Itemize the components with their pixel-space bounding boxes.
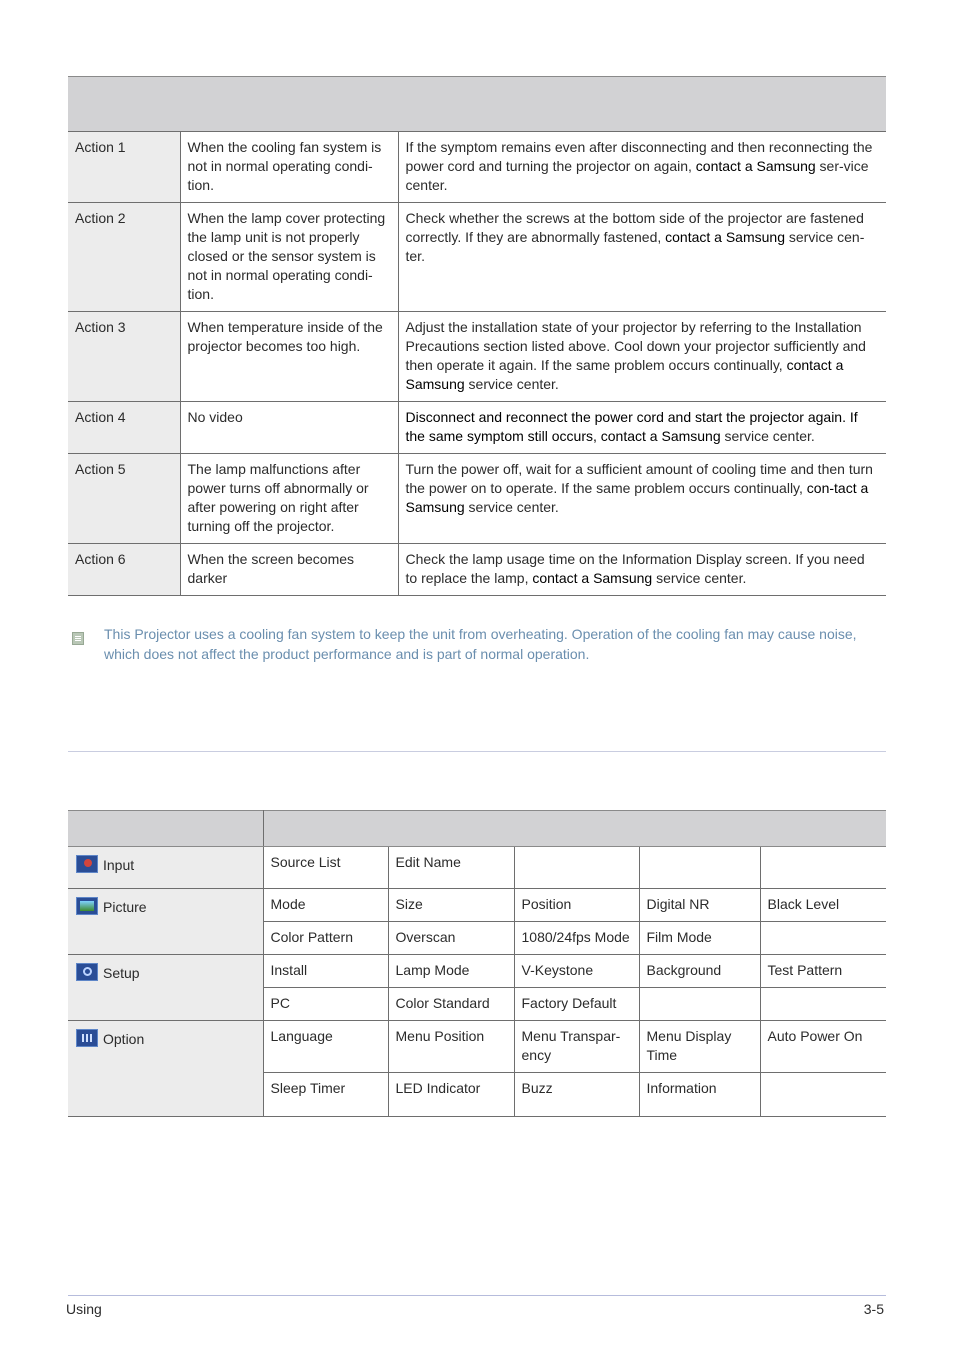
action-cell: Action 1 xyxy=(68,132,180,203)
table-header-row xyxy=(68,811,886,847)
page-number: 3-5 xyxy=(863,1301,884,1317)
table-row xyxy=(68,402,886,454)
solution-text: Turn the power off, wait for a sufficient amount of cooling time and then turn the power on to operate. If the same problem occurs continually, xyxy=(405,461,873,496)
table-cell: Sleep Timer xyxy=(263,1073,388,1117)
table-cell xyxy=(639,988,760,1021)
contact-samsung-text: contact a Samsung xyxy=(405,357,844,392)
troubleshooting-table xyxy=(68,76,886,596)
action-cell: Action 4 xyxy=(68,402,180,454)
table-row xyxy=(68,544,886,596)
table-cell xyxy=(514,847,639,889)
solution-text: service center. xyxy=(464,376,559,392)
solution-text: service center. xyxy=(652,570,747,586)
setup-icon xyxy=(76,963,98,981)
solution-cell xyxy=(398,312,886,402)
table-row xyxy=(68,889,886,922)
table-cell: Color Pattern xyxy=(263,922,388,955)
solution-cell xyxy=(398,132,886,203)
note-icon xyxy=(72,632,84,645)
table-cell xyxy=(760,847,886,889)
table-cell: Buzz xyxy=(514,1073,639,1117)
table-cell xyxy=(639,847,760,889)
solution-text: Check whether the screws at the bottom side of the projector are fastened correctly. If they are abnormally fastened, xyxy=(405,210,864,245)
table-row xyxy=(68,955,886,988)
table-cell: Position xyxy=(514,889,639,922)
contact-samsung-text: contact a Samsung xyxy=(665,229,785,245)
action-cell: Action 5 xyxy=(68,454,180,544)
table-cell: Mode xyxy=(263,889,388,922)
solution-text: service center. xyxy=(720,428,815,444)
menu-table xyxy=(68,810,886,1117)
table-cell: Black Level xyxy=(760,889,886,922)
option-icon xyxy=(76,1029,98,1047)
menu-label: Option xyxy=(103,1031,145,1047)
table-cell: Source List xyxy=(263,847,388,889)
table-cell: Overscan xyxy=(388,922,514,955)
contact-samsung-text: contact a Samsung xyxy=(532,570,653,586)
header-cell xyxy=(68,811,263,847)
table-cell xyxy=(760,988,886,1021)
condition-cell: When the lamp cover protecting the lamp unit is not properly closed or the sensor system is not in normal operating condi-tion. xyxy=(180,203,398,312)
table-cell: Lamp Mode xyxy=(388,955,514,988)
contact-samsung-text: con-tact a Samsung xyxy=(405,480,869,515)
menu-label: Picture xyxy=(103,899,147,915)
section-divider xyxy=(68,751,886,752)
table-row xyxy=(68,132,886,203)
table-cell: Digital NR xyxy=(639,889,760,922)
menu-label: Setup xyxy=(103,965,140,981)
solution-text: service cen-ter. xyxy=(405,229,865,264)
input-icon xyxy=(76,855,98,873)
table-cell: Menu Position xyxy=(388,1021,514,1073)
solution-text: If the symptom remains even after disconnecting and then reconnecting the power cord and turning the projector on again, xyxy=(405,139,873,174)
table-cell: Information xyxy=(639,1073,760,1117)
table-cell: Language xyxy=(263,1021,388,1073)
contact-samsung-text: contact a Samsung xyxy=(695,158,816,174)
solution-cell xyxy=(398,454,886,544)
table-cell: Film Mode xyxy=(639,922,760,955)
menu-setup xyxy=(68,955,263,1021)
menu-label: Input xyxy=(103,857,135,873)
menu-input xyxy=(68,847,263,889)
solution-text: Check the lamp usage time on the Information Display screen. If you need to replace the lamp, xyxy=(405,551,865,586)
menu-option xyxy=(68,1021,263,1117)
solution-text: Adjust the installation state of your projector by referring to the Installation Precautions section listed above. Cool down your projector sufficiently and then operate it again. If the same problem occurs continually, xyxy=(405,319,866,373)
solution-cell xyxy=(398,402,886,454)
footer-divider xyxy=(68,1295,886,1296)
condition-cell: When the cooling fan system is not in normal operating condi-tion. xyxy=(180,132,398,203)
table-cell: Test Pattern xyxy=(760,955,886,988)
table-cell: Background xyxy=(639,955,760,988)
table-cell: Menu Transpar-ency xyxy=(514,1021,639,1073)
header-cell xyxy=(398,77,886,132)
table-cell: Auto Power On xyxy=(760,1021,886,1073)
menu-picture xyxy=(68,889,263,955)
table-row xyxy=(68,203,886,312)
table-header-row xyxy=(68,77,886,132)
picture-icon xyxy=(76,897,98,915)
table-cell: Menu Display Time xyxy=(639,1021,760,1073)
table-cell: Size xyxy=(388,889,514,922)
solution-cell xyxy=(398,203,886,312)
header-cell xyxy=(180,77,398,132)
condition-cell: No video xyxy=(180,402,398,454)
table-row xyxy=(68,1021,886,1073)
table-cell: V-Keystone xyxy=(514,955,639,988)
table-cell: Factory Default xyxy=(514,988,639,1021)
table-cell: PC xyxy=(263,988,388,1021)
table-cell: LED Indicator xyxy=(388,1073,514,1117)
contact-samsung-text: Disconnect and reconnect the power cord and start the projector again. If the same symptom still occurs, contact a Samsung xyxy=(405,409,858,444)
table-cell: Edit Name xyxy=(388,847,514,889)
action-cell: Action 2 xyxy=(68,203,180,312)
solution-text: ser-vice center. xyxy=(405,158,869,193)
solution-text: service center. xyxy=(464,499,559,515)
table-row xyxy=(68,847,886,889)
table-cell: Install xyxy=(263,955,388,988)
table-row xyxy=(68,312,886,402)
condition-cell: When temperature inside of the projector becomes too high. xyxy=(180,312,398,402)
table-cell: Color Standard xyxy=(388,988,514,1021)
header-cell xyxy=(263,811,886,847)
solution-cell xyxy=(398,544,886,596)
condition-cell: When the screen becomes darker xyxy=(180,544,398,596)
table-cell xyxy=(760,1073,886,1117)
table-row xyxy=(68,454,886,544)
action-cell: Action 3 xyxy=(68,312,180,402)
action-cell: Action 6 xyxy=(68,544,180,596)
condition-cell: The lamp malfunctions after power turns off abnormally or after powering on right after turning off the projector. xyxy=(180,454,398,544)
header-cell xyxy=(68,77,180,132)
table-cell: 1080/24fps Mode xyxy=(514,922,639,955)
footer-section-title: Using xyxy=(66,1301,102,1317)
note-text: This Projector uses a cooling fan system to keep the unit from overheating. Operation of the cooling fan may cause noise, which does not affect the product performance and is part of normal operation. xyxy=(104,626,857,662)
table-cell xyxy=(760,922,886,955)
